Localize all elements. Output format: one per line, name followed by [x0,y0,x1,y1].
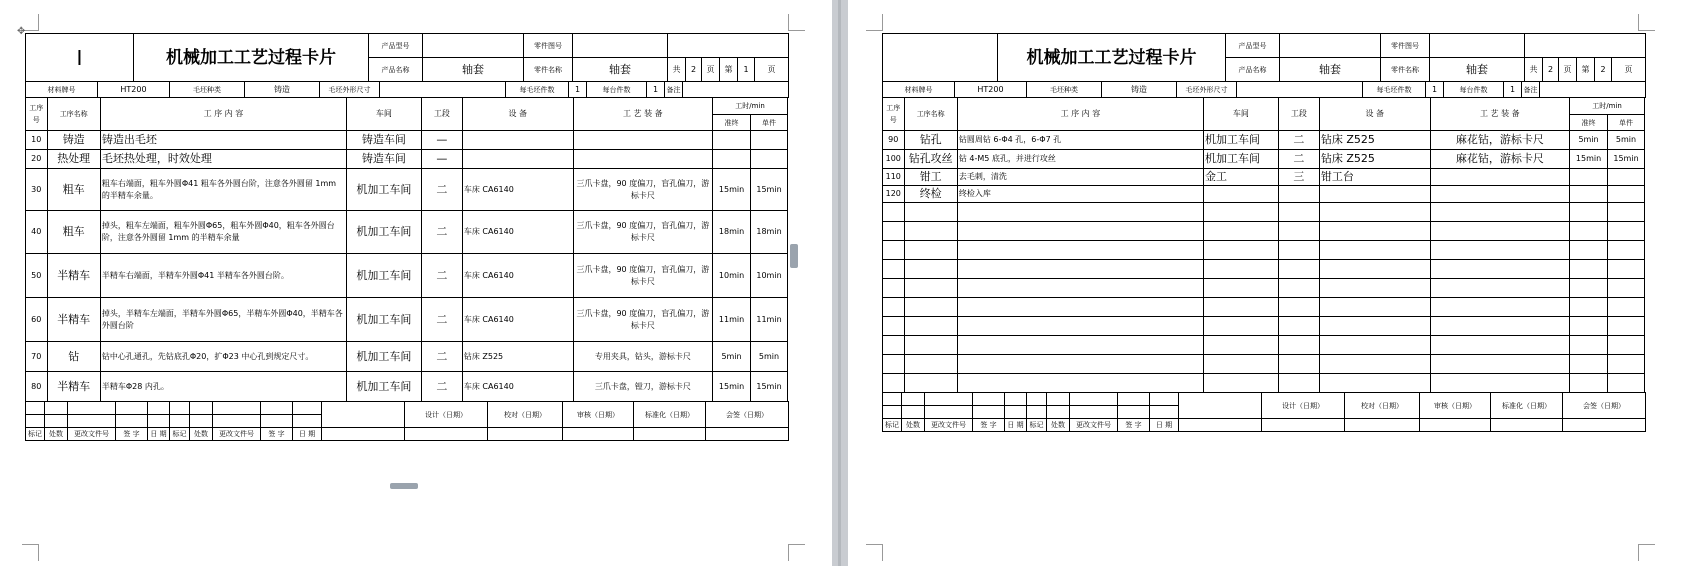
sign-col-label: 签 字 [1118,419,1150,432]
row-equipment: 钳工台 [1319,169,1430,186]
row-workshop: 机加工车间 [346,211,421,254]
table-row-empty[interactable] [883,336,1645,355]
row-no: 50 [26,254,48,298]
row-unit: 15min [751,169,788,211]
sign-col-label: 签 字 [261,428,293,441]
row-name: 热处理 [47,150,100,169]
row-prep [1570,186,1608,203]
col-header-name: 工序名称 [904,98,957,131]
remark-label: 备注 [665,82,683,98]
signature-table [25,401,789,441]
row-equipment: 车床 CA6140 [462,372,573,402]
total-label: 共 [668,58,686,82]
header-table [882,33,1646,82]
standard-date-label: 标准化（日期） [1491,393,1563,419]
remark-value[interactable] [1540,82,1646,98]
sign-col-label: 签 字 [116,428,148,441]
row-section: 二 [1278,131,1319,150]
row-equipment: 钻床 Z525 [462,342,573,372]
process-table [882,97,1645,393]
table-row-empty[interactable] [883,355,1645,374]
part-drawing-value[interactable] [573,34,668,58]
row-workshop: 铸造车间 [346,131,421,150]
sign-col-label: 更改文件号 [1070,419,1118,432]
row-unit: 10min [751,254,788,298]
current-page[interactable]: 1 [738,58,755,82]
table-row[interactable] [883,150,1645,169]
part-drawing-label: 零件图号 [1381,34,1430,58]
row-name: 半精车 [47,254,100,298]
crop-mark [866,14,883,31]
proof-date-label: 校对（日期） [488,402,563,428]
table-row-empty[interactable] [883,260,1645,279]
process-card-page-1 [25,33,789,441]
part-name-label: 零件名称 [1381,58,1430,82]
sign-col-label: 日 期 [148,428,170,441]
sign-col-label: 标记 [170,428,190,441]
table-row[interactable] [883,169,1645,186]
row-workshop: 机加工车间 [346,298,421,342]
row-no: 70 [26,342,48,372]
row-prep [713,150,751,169]
per-unit-label: 每台件数 [587,82,647,98]
row-content[interactable]: 去毛刺，清洗 [957,169,1203,186]
col-header-workshop: 车间 [346,98,421,131]
product-name-value[interactable]: 轴套 [423,58,524,82]
row-tooling: 三爪卡盘，90 度偏刀，盲孔偏刀，游标卡尺 [573,298,712,342]
row-equipment [1319,186,1430,203]
sign-col-label: 标记 [26,428,45,441]
row-content[interactable]: 掉头，半精车左端面，半精车外圆Φ65，半精车外圆Φ40，半精车各外圆台阶 [100,298,346,342]
table-row[interactable] [26,372,788,402]
sign-col-label: 处数 [190,428,213,441]
row-name: 终检 [904,186,957,203]
row-unit: 11min [751,298,788,342]
row-section: 二 [421,342,462,372]
review-date-label: 审核（日期） [1420,393,1491,419]
blank-size-label: 毛坯外形尺寸 [1177,82,1237,98]
part-drawing-label: 零件图号 [524,34,573,58]
card-title: 机械加工工艺过程卡片 [134,34,369,82]
material-label: 材料牌号 [26,82,98,98]
total-pages[interactable]: 2 [1543,58,1559,82]
row-tooling: 三爪卡盘，90 度偏刀，盲孔偏刀，游标卡尺 [573,169,712,211]
page-unit: 页 [702,58,720,82]
row-unit: 15min [751,372,788,402]
row-workshop: 机加工车间 [1203,131,1278,150]
logo-box: Ⅰ [26,34,134,82]
standard-date-label: 标准化（日期） [634,402,706,428]
table-row-empty[interactable] [883,203,1645,222]
product-model-label: 产品型号 [1226,34,1280,58]
sign-col-label: 日 期 [293,428,322,441]
row-equipment: 车床 CA6140 [462,298,573,342]
product-name-value[interactable]: 轴套 [1280,58,1381,82]
col-header-content: 工 序 内 容 [100,98,346,131]
page-unit: 页 [1559,58,1577,82]
row-name: 半精车 [47,298,100,342]
row-prep: 15min [713,169,751,211]
col-header-unit: 单件 [751,115,788,131]
sign-col-label: 处数 [902,419,925,432]
row-equipment: 车床 CA6140 [462,254,573,298]
row-content[interactable]: 掉头，粗车左端面，粗车外圆Φ65，粗车外圆Φ40，粗车各外圆台阶，注意各外圆留 1mm 的半精车余量 [100,211,346,254]
table-add-row-handle[interactable] [390,483,418,489]
header-blank[interactable] [668,34,789,58]
row-section: 二 [421,211,462,254]
row-section: — [421,150,462,169]
row-name: 半精车 [47,372,100,402]
row-workshop [1203,186,1278,203]
row-name: 粗车 [47,169,100,211]
row-unit: 18min [751,211,788,254]
crop-mark [22,544,39,561]
proof-date-label: 校对（日期） [1345,393,1420,419]
row-prep: 18min [713,211,751,254]
col-header-section: 工段 [421,98,462,131]
table-row[interactable] [26,131,788,150]
sign-col-label: 日 期 [1150,419,1179,432]
product-name-label: 产品名称 [1226,58,1280,82]
part-name-value[interactable]: 轴套 [573,58,668,82]
table-row-empty[interactable] [883,317,1645,336]
row-tooling [573,131,712,150]
row-name: 钳工 [904,169,957,186]
table-row[interactable] [26,150,788,169]
process-card-page-2 [882,33,1646,432]
table-row[interactable] [26,169,788,211]
total-label: 共 [1525,58,1543,82]
row-prep: 15min [713,372,751,402]
material-table [882,81,1646,98]
row-equipment: 钻床 Z525 [1319,131,1430,150]
row-content[interactable]: 半精车Φ28 内孔。 [100,372,346,402]
row-no: 100 [883,150,905,169]
table-row[interactable] [26,254,788,298]
sign-col-label: 标记 [1027,419,1047,432]
row-unit [751,131,788,150]
row-workshop: 机加工车间 [1203,150,1278,169]
row-section: 二 [421,372,462,402]
row-content[interactable]: 钻圆周钻 6-Φ4 孔，6-Φ7 孔 [957,131,1203,150]
row-prep: 5min [713,342,751,372]
per-unit-value[interactable]: 1 [647,82,665,98]
crop-mark [788,14,805,31]
row-prep [1570,169,1608,186]
col-header-equipment: 设 备 [462,98,573,131]
row-unit [751,150,788,169]
table-row-empty[interactable] [883,241,1645,260]
sign-col-label: 更改文件号 [68,428,116,441]
row-tooling: 三爪卡盘，90 度偏刀，盲孔偏刀，游标卡尺 [573,211,712,254]
per-blank-label: 每毛坯件数 [506,82,569,98]
col-header-unit: 单件 [1608,115,1645,131]
row-section: 二 [421,298,462,342]
row-content[interactable]: 半精车右端面，半精车外圆Φ41 半精车各外圆台阶。 [100,254,346,298]
row-unit: 15min [1608,150,1645,169]
row-section: 二 [421,254,462,298]
row-tooling: 麻花钻，游标卡尺 [1430,150,1569,169]
row-workshop: 铸造车间 [346,150,421,169]
remark-value[interactable] [683,82,789,98]
per-blank-value[interactable]: 1 [569,82,587,98]
card-title: 机械加工工艺过程卡片 [998,34,1226,82]
row-section: 二 [1278,150,1319,169]
col-header-workshop: 车间 [1203,98,1278,131]
col-header-section: 工段 [1278,98,1319,131]
per-blank-label: 每毛坯件数 [1363,82,1426,98]
row-section [1278,186,1319,203]
page-unit: 页 [1612,58,1646,82]
process-table [25,97,788,402]
sign-col-label: 更改文件号 [925,419,973,432]
col-header-name: 工序名称 [47,98,100,131]
blank-size-label: 毛坯外形尺寸 [320,82,380,98]
row-tooling [573,150,712,169]
per-blank-value[interactable]: 1 [1426,82,1444,98]
sign-col-label: 标记 [883,419,902,432]
countersign-date-label: 会签（日期） [706,402,789,428]
part-name-value[interactable]: 轴套 [1430,58,1525,82]
material-table [25,81,789,98]
row-unit [1608,169,1645,186]
per-unit-label: 每台件数 [1444,82,1504,98]
per-unit-value[interactable]: 1 [1504,82,1522,98]
col-header-prep: 准终 [713,115,751,131]
product-name-label: 产品名称 [369,58,423,82]
countersign-date-label: 会签（日期） [1563,393,1646,419]
blank-type-value[interactable]: 铸造 [1102,82,1177,98]
signature-table [882,392,1646,432]
row-equipment [462,131,573,150]
table-resize-handle[interactable] [790,244,798,268]
row-workshop: 机加工车间 [346,169,421,211]
crop-mark [866,544,883,561]
design-date-label: 设计（日期） [1262,393,1345,419]
col-header-no: 工序号 [26,98,48,131]
row-tooling: 麻花钻，游标卡尺 [1430,131,1569,150]
row-tooling: 三爪卡盘，镗刀，游标卡尺 [573,372,712,402]
row-content[interactable]: 终检入库 [957,186,1203,203]
row-prep: 11min [713,298,751,342]
review-date-label: 审核（日期） [563,402,634,428]
row-tooling: 专用夹具，钻头，游标卡尺 [573,342,712,372]
row-name: 铸造 [47,131,100,150]
table-row-empty[interactable] [883,374,1645,393]
row-content[interactable]: 粗车右端面，粗车外圆Φ41 粗车各外圆台阶，注意各外圆留 1mm 的半精车余量。 [100,169,346,211]
row-name: 钻 [47,342,100,372]
sign-col-label: 签 字 [973,419,1005,432]
material-label: 材料牌号 [883,82,955,98]
row-prep [713,131,751,150]
current-label: 第 [720,58,738,82]
row-section: — [421,131,462,150]
table-row-empty[interactable] [883,279,1645,298]
row-no: 40 [26,211,48,254]
header-blank[interactable] [1525,34,1646,58]
row-equipment: 钻床 Z525 [1319,150,1430,169]
table-row[interactable] [883,186,1645,203]
crop-mark [1638,14,1655,31]
current-page[interactable]: 2 [1595,58,1612,82]
sign-col-label: 日 期 [1005,419,1027,432]
row-name: 钻孔攻丝 [904,150,957,169]
sign-col-label: 处数 [1047,419,1070,432]
crop-mark [1638,544,1655,561]
sign-col-label: 处数 [45,428,68,441]
col-header-time: 工时/min [713,98,788,115]
row-content[interactable]: 钻 4-M5 底孔，并进行攻丝 [957,150,1203,169]
material-value[interactable]: HT200 [98,82,170,98]
row-content[interactable]: 钻中心孔通孔，先钻底孔Φ20，扩Φ23 中心孔到规定尺寸。 [100,342,346,372]
part-drawing-value[interactable] [1430,34,1525,58]
row-prep: 15min [1570,150,1608,169]
col-header-prep: 准终 [1570,115,1608,131]
table-row-empty[interactable] [883,222,1645,241]
blank-size-value[interactable] [1237,82,1363,98]
row-no: 120 [883,186,905,203]
row-workshop: 机加工车间 [346,254,421,298]
crop-mark [788,544,805,561]
col-header-content: 工 序 内 容 [957,98,1203,131]
blank-type-label: 毛坯种类 [1027,82,1102,98]
row-unit: 5min [1608,131,1645,150]
row-no: 10 [26,131,48,150]
table-row[interactable] [26,298,788,342]
row-no: 30 [26,169,48,211]
col-header-tooling: 工 艺 装 备 [573,98,712,131]
logo-box [883,34,998,82]
row-prep: 5min [1570,131,1608,150]
product-model-label: 产品型号 [369,34,423,58]
row-section: 二 [421,169,462,211]
row-name: 钻孔 [904,131,957,150]
blank-type-value[interactable]: 铸造 [245,82,320,98]
table-row[interactable] [26,342,788,372]
row-equipment: 车床 CA6140 [462,169,573,211]
header-table [25,33,789,82]
blank-type-label: 毛坯种类 [170,82,245,98]
design-date-label: 设计（日期） [405,402,488,428]
row-equipment [462,150,573,169]
row-tooling [1430,169,1569,186]
row-section: 三 [1278,169,1319,186]
sign-col-label: 更改文件号 [213,428,261,441]
row-no: 80 [26,372,48,402]
row-name: 粗车 [47,211,100,254]
col-header-time: 工时/min [1570,98,1645,115]
row-workshop: 金工 [1203,169,1278,186]
col-header-equipment: 设 备 [1319,98,1430,131]
row-prep: 10min [713,254,751,298]
row-workshop: 机加工车间 [346,372,421,402]
row-workshop: 机加工车间 [346,342,421,372]
row-no: 110 [883,169,905,186]
product-model-value[interactable] [1280,34,1381,58]
row-content[interactable]: 铸造出毛坯 [100,131,346,150]
part-name-label: 零件名称 [524,58,573,82]
table-move-handle-icon[interactable]: ✥ [17,26,26,37]
col-header-tooling: 工 艺 装 备 [1430,98,1569,131]
page-gap [832,0,848,566]
table-row[interactable] [26,211,788,254]
remark-label: 备注 [1522,82,1540,98]
row-no: 20 [26,150,48,169]
row-tooling [1430,186,1569,203]
material-value[interactable]: HT200 [955,82,1027,98]
row-unit: 5min [751,342,788,372]
product-model-value[interactable] [423,34,524,58]
row-no: 60 [26,298,48,342]
row-unit [1608,186,1645,203]
blank-size-value[interactable] [380,82,506,98]
col-header-no: 工序号 [883,98,905,131]
page-unit: 页 [755,58,789,82]
total-pages[interactable]: 2 [686,58,702,82]
row-no: 90 [883,131,905,150]
row-equipment: 车床 CA6140 [462,211,573,254]
row-tooling: 三爪卡盘，90 度偏刀，盲孔偏刀，游标卡尺 [573,254,712,298]
table-row[interactable] [883,131,1645,150]
row-content[interactable]: 毛坯热处理，时效处理 [100,150,346,169]
current-label: 第 [1577,58,1595,82]
table-row-empty[interactable] [883,298,1645,317]
